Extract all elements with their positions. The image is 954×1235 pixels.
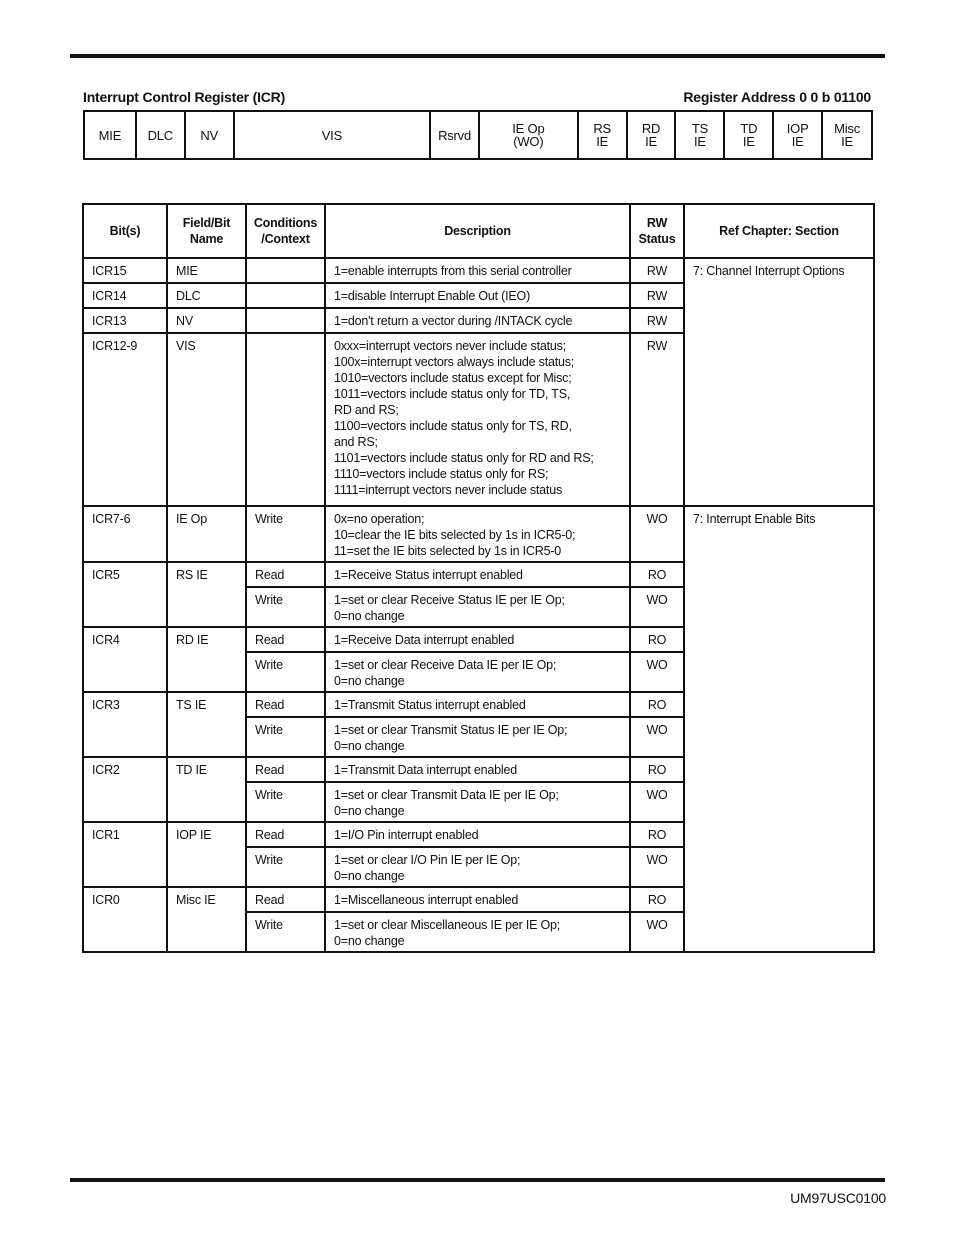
cell-description: 1=set or clear Miscellaneous IE per IE Op; 0=no change <box>325 912 630 952</box>
cell-rw-status: RO <box>630 822 684 847</box>
register-title: Interrupt Control Register (ICR) <box>83 89 286 105</box>
cell-bits: ICR3 <box>83 692 167 757</box>
cell-rw-status: RO <box>630 757 684 782</box>
header-conditions-text: Conditions /Context <box>253 216 318 246</box>
cell-rw-status: RO <box>630 692 684 717</box>
cell-description: 0x=no operation; 10=clear the IE bits selected by 1s in ICR5-0; 11=set the IE bits selected by 1s in ICR5-0 <box>325 506 630 562</box>
cell-description: 1=set or clear Transmit Data IE per IE Op; 0=no change <box>325 782 630 822</box>
cell-field: DLC <box>167 283 246 308</box>
bitmap-cell: IE Op (WO) <box>478 112 577 158</box>
header-field <box>167 204 246 258</box>
cell-bits: ICR13 <box>83 308 167 333</box>
cell-description: 1=set or clear I/O Pin IE per IE Op; 0=no change <box>325 847 630 887</box>
header-conditions <box>246 204 325 258</box>
header-ref: Ref Chapter: Section <box>684 204 874 258</box>
cell-conditions: Write <box>246 652 325 692</box>
cell-field: TD IE <box>167 757 246 822</box>
cell-description: 1=disable Interrupt Enable Out (IEO) <box>325 283 630 308</box>
cell-field: RD IE <box>167 627 246 692</box>
cell-field: RS IE <box>167 562 246 627</box>
cell-rw-status: RW <box>630 333 684 506</box>
cell-field: IE Op <box>167 506 246 562</box>
cell-rw-status: WO <box>630 782 684 822</box>
cell-conditions: Write <box>246 912 325 952</box>
cell-rw-status: RW <box>630 283 684 308</box>
cell-conditions <box>246 308 325 333</box>
cell-rw-status: RW <box>630 308 684 333</box>
cell-conditions: Read <box>246 692 325 717</box>
cell-conditions <box>246 283 325 308</box>
cell-description: 1=set or clear Transmit Status IE per IE Op; 0=no change <box>325 717 630 757</box>
cell-description: 1=Miscellaneous interrupt enabled <box>325 887 630 912</box>
cell-description: 1=Receive Status interrupt enabled <box>325 562 630 587</box>
bitmap-cell: NV <box>184 112 233 158</box>
cell-rw-status: WO <box>630 912 684 952</box>
cell-rw-status: WO <box>630 847 684 887</box>
cell-bits: ICR1 <box>83 822 167 887</box>
cell-bits: ICR2 <box>83 757 167 822</box>
cell-rw-status: RO <box>630 627 684 652</box>
bitmap-cell: Misc IE <box>821 112 871 158</box>
cell-bits: ICR5 <box>83 562 167 627</box>
cell-bits: ICR4 <box>83 627 167 692</box>
cell-rw-status: WO <box>630 506 684 562</box>
cell-conditions: Write <box>246 782 325 822</box>
cell-ref-section: 7: Interrupt Enable Bits <box>684 506 874 952</box>
cell-field: MIE <box>167 258 246 283</box>
cell-conditions: Write <box>246 587 325 627</box>
top-rule <box>70 54 885 58</box>
cell-conditions: Write <box>246 717 325 757</box>
bottom-rule <box>70 1178 885 1182</box>
bitmap-cell: RS IE <box>577 112 626 158</box>
cell-description: 1=set or clear Receive Data IE per IE Op; 0=no change <box>325 652 630 692</box>
cell-conditions <box>246 333 325 506</box>
cell-rw-status: WO <box>630 652 684 692</box>
cell-ref-section: 7: Channel Interrupt Options <box>684 258 874 506</box>
cell-field: NV <box>167 308 246 333</box>
cell-conditions: Read <box>246 822 325 847</box>
cell-bits: ICR12-9 <box>83 333 167 506</box>
cell-description: 1=don't return a vector during /INTACK cycle <box>325 308 630 333</box>
cell-conditions: Write <box>246 506 325 562</box>
bitmap-cell: DLC <box>135 112 184 158</box>
header-rw-status <box>630 204 684 258</box>
cell-conditions: Write <box>246 847 325 887</box>
bitmap-cell: TS IE <box>674 112 723 158</box>
cell-bits: ICR15 <box>83 258 167 283</box>
cell-rw-status: RO <box>630 887 684 912</box>
cell-description: 1=Transmit Status interrupt enabled <box>325 692 630 717</box>
cell-conditions <box>246 258 325 283</box>
bitmap-cell: TD IE <box>723 112 772 158</box>
cell-field: IOP IE <box>167 822 246 887</box>
cell-rw-status: RW <box>630 258 684 283</box>
cell-description: 1=I/O Pin interrupt enabled <box>325 822 630 847</box>
cell-description: 1=Receive Data interrupt enabled <box>325 627 630 652</box>
cell-rw-status: RO <box>630 562 684 587</box>
header-field-text: Field/Bit Name <box>182 216 231 246</box>
cell-description: 1=enable interrupts from this serial controller <box>325 258 630 283</box>
cell-rw-status: WO <box>630 717 684 757</box>
cell-field: Misc IE <box>167 887 246 952</box>
table-header-row <box>83 204 874 258</box>
bitmap-cell: Rsrvd <box>429 112 478 158</box>
cell-conditions: Read <box>246 757 325 782</box>
cell-description: 0xxx=interrupt vectors never include status; 100x=interrupt vectors always include status; 1010=vectors include status except for Misc; 1011=vectors include status only for TD, TS, RD and RS; 1100=vectors include status only for TS, RD, and RS; 1101=vectors include status only for RD and RS; 1110=vectors include status only for RS; 1111=interrupt vectors never include status <box>325 333 630 506</box>
header-rw-text: RW Status <box>638 216 676 246</box>
header-bits: Bit(s) <box>83 204 167 258</box>
document-id: UM97USC0100 <box>790 1190 886 1206</box>
cell-field: TS IE <box>167 692 246 757</box>
register-description-table <box>82 203 875 953</box>
cell-bits: ICR0 <box>83 887 167 952</box>
cell-description: 1=Transmit Data interrupt enabled <box>325 757 630 782</box>
header-description: Description <box>325 204 630 258</box>
cell-rw-status: WO <box>630 587 684 627</box>
bitmap-cell: RD IE <box>626 112 675 158</box>
register-address: Register Address 0 0 b 01100 <box>683 89 871 105</box>
bitmap-cell: IOP IE <box>772 112 821 158</box>
bitmap-cell: VIS <box>233 112 429 158</box>
cell-conditions: Read <box>246 887 325 912</box>
table-row <box>83 506 874 562</box>
cell-bits: ICR14 <box>83 283 167 308</box>
cell-description: 1=set or clear Receive Status IE per IE Op; 0=no change <box>325 587 630 627</box>
table-row <box>83 258 874 283</box>
bitmap-cell: MIE <box>98 127 122 143</box>
cell-conditions: Read <box>246 562 325 587</box>
cell-conditions: Read <box>246 627 325 652</box>
cell-bits: ICR7-6 <box>83 506 167 562</box>
cell-field: VIS <box>167 333 246 506</box>
register-bitmap <box>83 110 873 160</box>
